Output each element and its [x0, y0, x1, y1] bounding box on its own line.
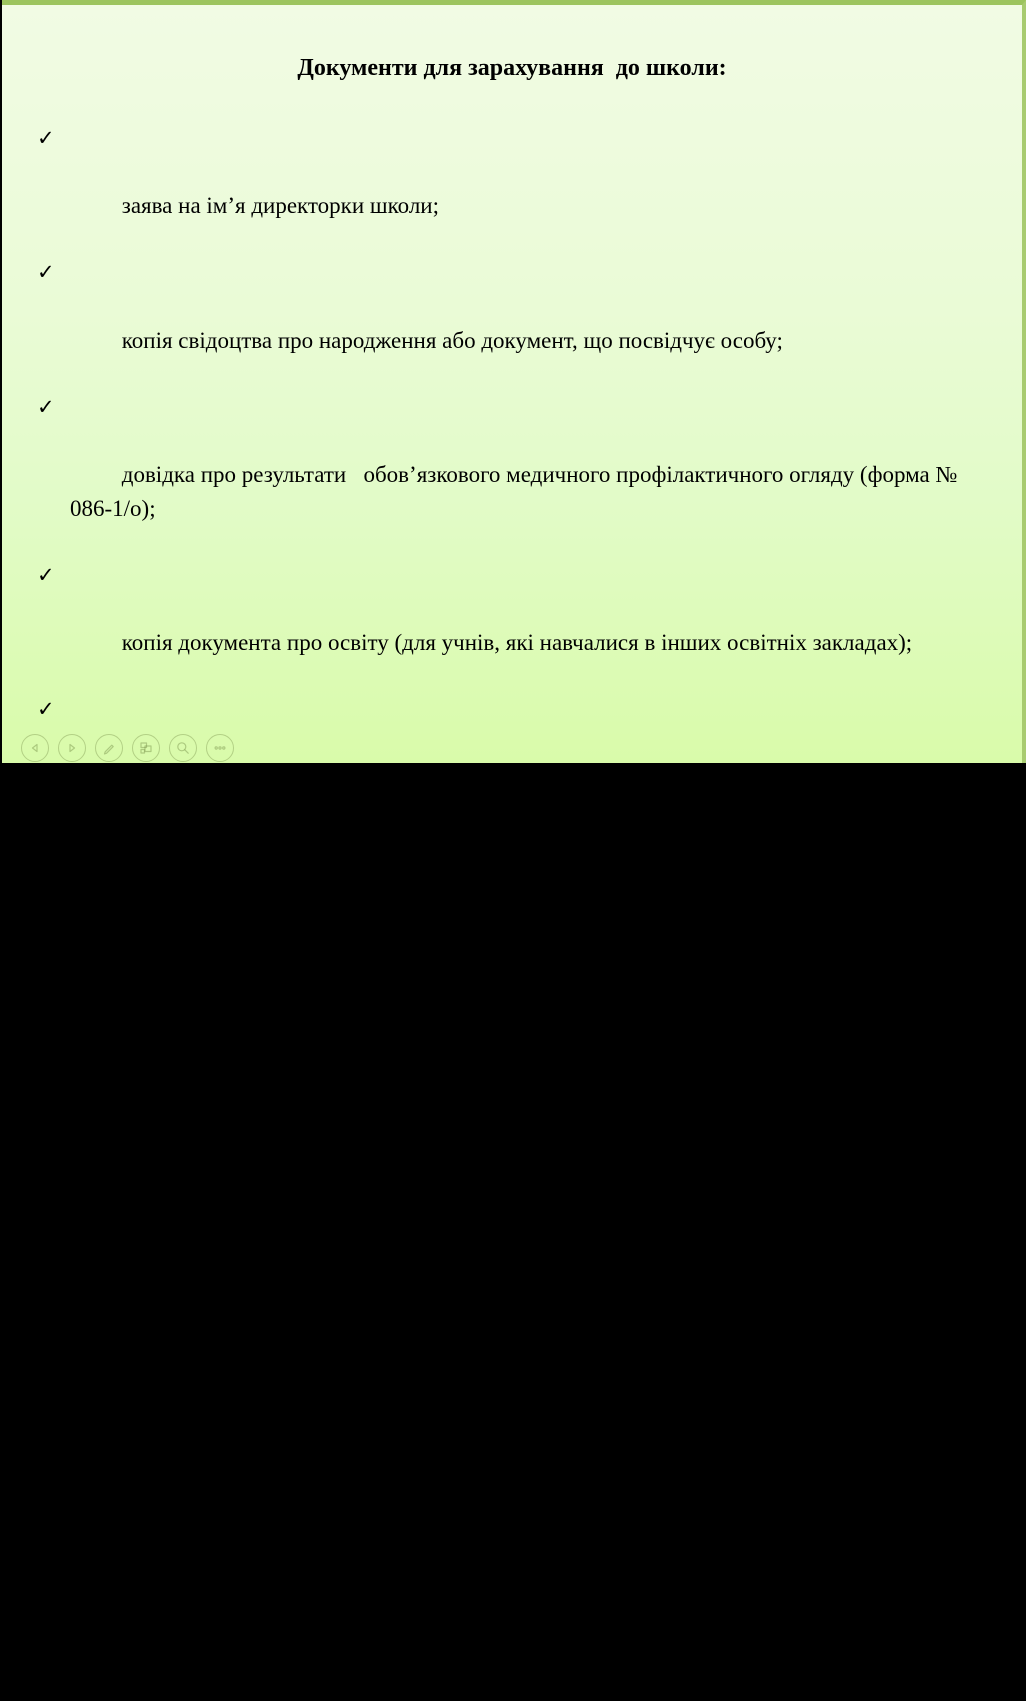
pen-tools-button[interactable]: [95, 734, 123, 762]
list-item-text: заява на ім’я директорки школи;: [116, 193, 439, 219]
list-item-text: висновок про комплексну психолого-педагогічну оцінку розвитку дитини, здійснену інклюзивно-ресурсним центром;: [70, 764, 957, 823]
slideshow-controls: [21, 734, 234, 762]
ellipsis-icon: [212, 740, 228, 756]
list-item: [37, 861, 990, 995]
slide-title: Документи для зарахування до школи:: [297, 55, 727, 81]
checkmark-icon: ✓: [37, 260, 55, 285]
slide: [2, 0, 1026, 1663]
checkmark-icon: ✓: [37, 697, 55, 722]
list-item-text: довідка про результати обов’язкового медичного профілактичного огляду (форма № 086-1/о);: [70, 461, 964, 521]
list-item-text: копія свідоцтва про народження або документ, що посвідчує особу;: [116, 327, 783, 353]
previous-slide-button[interactable]: [21, 734, 49, 762]
right-arrow-icon: [64, 740, 80, 756]
list-item: [37, 1130, 990, 1264]
see-all-slides-button[interactable]: [132, 734, 160, 762]
left-arrow-icon: [27, 740, 43, 756]
list-item-text: карта профілактичних щеплень (форма № 063/о);: [116, 1469, 600, 1495]
list-item: [37, 122, 990, 256]
list-item: [37, 1399, 990, 1533]
document-list: [37, 122, 990, 1701]
list-item-text: копія документа, що підтверджує місце проживання/перебування дитини;: [116, 932, 846, 958]
list-item-text: індивідуальна програма реабілітації особи (дитини) з інвалідністю (за наявності);: [116, 1066, 925, 1092]
checkmark-icon: ✓: [37, 865, 55, 890]
checkmark-icon: ✓: [37, 562, 55, 587]
list-item: [37, 256, 990, 390]
slides-grid-icon: [138, 740, 154, 756]
list-item: [37, 693, 990, 861]
checkmark-icon: ✓: [37, 999, 55, 1024]
more-options-button[interactable]: [206, 734, 234, 762]
list-item: [37, 391, 990, 559]
list-item-text: рішення органу опіки та піклування (для дітей-сиріт та дітей, позбавлених батьківського піклування.: [70, 1604, 861, 1663]
zoom-button[interactable]: [169, 734, 197, 762]
list-item: [37, 559, 990, 693]
checkmark-icon: ✓: [37, 1133, 55, 1158]
list-item-text: висновок сурдолога або отоларинголога ;: [116, 1201, 526, 1226]
list-item: [37, 995, 990, 1129]
checkmark-icon: ✓: [37, 1268, 55, 1293]
checkmark-icon: ✓: [37, 126, 55, 150]
list-item: [37, 1264, 990, 1398]
list-item-text: копія документа про освіту (для учнів, які навчалися в інших освітніх закладах);: [116, 629, 913, 655]
pen-icon: [101, 740, 117, 756]
magnifier-icon: [175, 740, 191, 756]
list-item-text: висновок психіатра (для осіб з порушеннями інтелектуального розвитку);: [116, 1335, 840, 1361]
list-item: [37, 1533, 990, 1701]
checkmark-icon: ✓: [37, 1402, 55, 1427]
checkmark-icon: ✓: [37, 394, 55, 419]
next-slide-button[interactable]: [58, 734, 86, 762]
checkmark-icon: ✓: [37, 1536, 55, 1561]
